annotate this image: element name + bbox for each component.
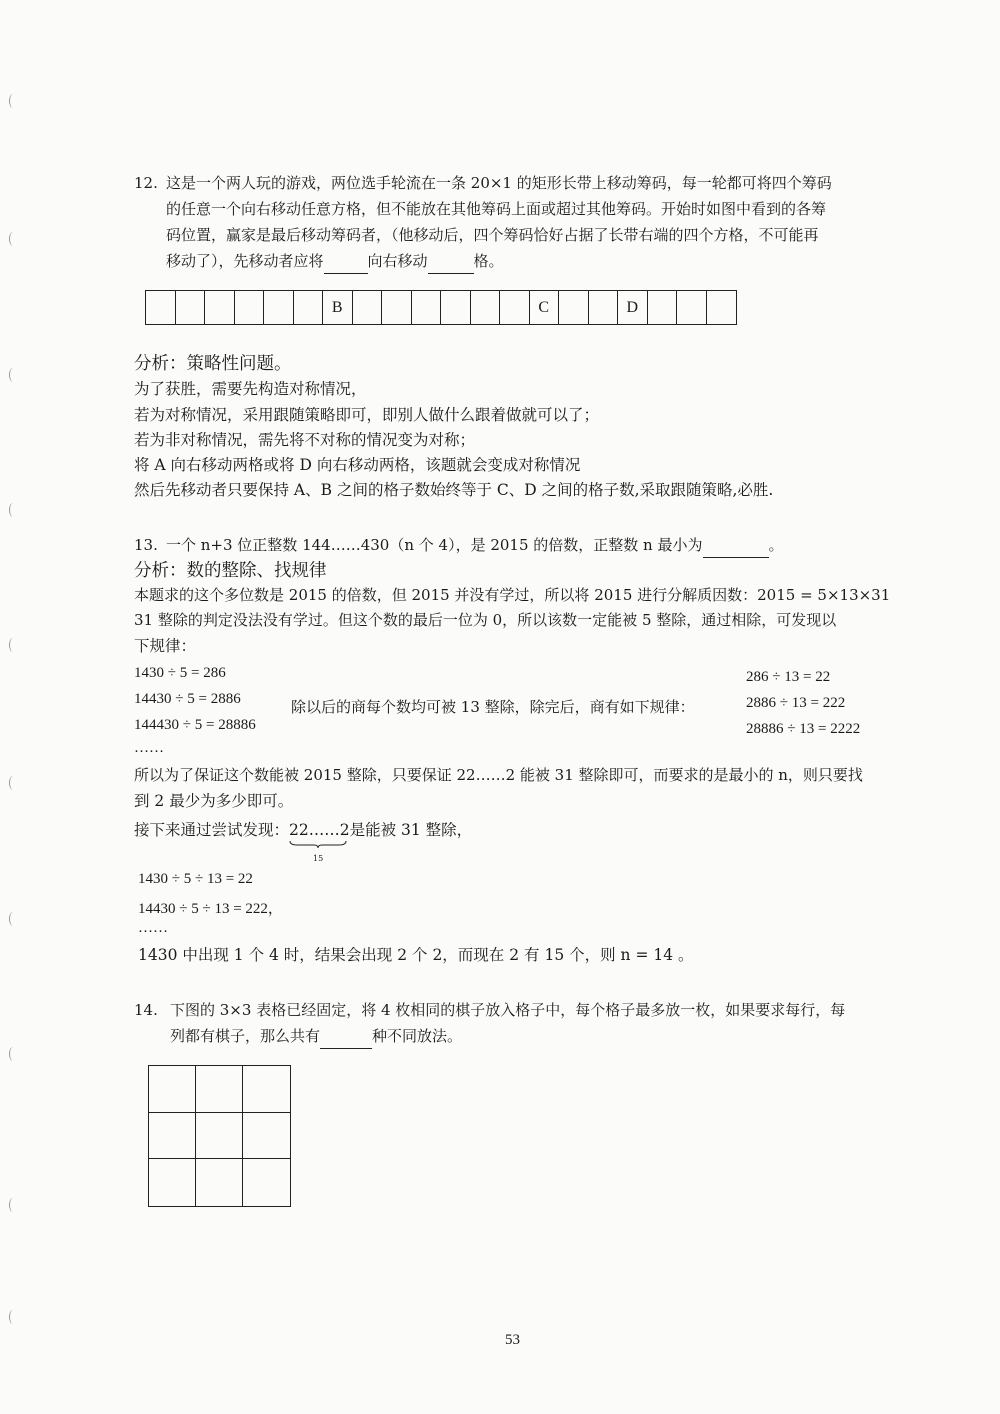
- strip-cell: [500, 291, 530, 324]
- strip-cell: [353, 291, 383, 324]
- strip-cell: [559, 291, 589, 324]
- repeated-twos: 22……2: [289, 821, 350, 839]
- question-14-number: 14.: [134, 1001, 158, 1019]
- analysis-13-line: 所以为了保证这个数能被 2015 整除，只要保证 22……2 能被 31 整除即可，而要求的是最小的 n，则只要找: [134, 766, 863, 784]
- strip-cell: [589, 291, 619, 324]
- analysis-12-line: 将 A 向右移动两格或将 D 向右移动两格，该题就会变成对称情况: [134, 456, 581, 474]
- answer-blank[interactable]: [320, 1030, 372, 1049]
- equation: 1430 ÷ 5 ÷ 13 = 22: [138, 871, 253, 887]
- answer-blank[interactable]: [703, 539, 769, 558]
- analysis-13-conclusion: 1430 中出现 1 个 4 时，结果会出现 2 个 2，而现在 2 有 15 个，则 n = 14 。: [138, 946, 694, 964]
- strip-cell: [205, 291, 235, 324]
- question-14-line: [170, 1023, 462, 1049]
- grid-cell[interactable]: [149, 1159, 196, 1206]
- binder-hole: [9, 638, 17, 652]
- binder-hole: [9, 368, 17, 382]
- question-13-end: 。: [768, 536, 784, 554]
- analysis-12-line: 若为非对称情况，需先将不对称的情况变为对称；: [134, 431, 476, 449]
- answer-blank[interactable]: [324, 255, 368, 274]
- underbrace-count: 15: [313, 854, 324, 863]
- equation: 14430 ÷ 5 ÷ 13 = 222，: [138, 901, 283, 917]
- analysis-12-heading: 分析：策略性问题。: [134, 354, 292, 374]
- question-14-text: 种不同放法。: [372, 1027, 463, 1045]
- grid-cell[interactable]: [196, 1066, 243, 1113]
- analysis-13-heading: 分析：数的整除、找规律: [134, 561, 327, 581]
- analysis-12-line: 然后先移动者只要保持 A、B 之间的格子数始终等于 C、D 之间的格子数,采取跟随策略,必胜.: [134, 481, 774, 499]
- strip-cell: [441, 291, 471, 324]
- grid-cell[interactable]: [196, 1159, 243, 1206]
- analysis-13-line: 到 2 最少为多少即可。: [134, 792, 294, 810]
- strip-cell: [677, 291, 707, 324]
- question-13-text: 一个 n+3 位正整数 144……430（n 个 4），是 2015 的倍数，正整数 n 最小为: [166, 536, 703, 554]
- page-number: 53: [505, 1332, 520, 1348]
- question-12-line: 码位置，赢家是最后移动筹码者，（他移动后，四个筹码恰好占据了长带右端的四个方格，不可能再: [166, 226, 819, 244]
- strip-cell: [294, 291, 324, 324]
- binder-hole: [9, 94, 17, 108]
- analysis-13-line: 31 整除的判定没法没有学过。但这个数的最后一位为 0，所以该数一定能被 5 整除，通过相除，可发现以: [134, 611, 837, 629]
- grid-cell[interactable]: [149, 1066, 196, 1113]
- analysis-12-line: 若为对称情况，采用跟随策略即可，即别人做什么跟着做就可以了；: [134, 406, 600, 424]
- equation: 28886 ÷ 13 = 2222: [746, 721, 861, 737]
- underbrace-number: [289, 818, 350, 863]
- binder-hole: [9, 912, 17, 926]
- equation: 14430 ÷ 5 = 2886: [134, 691, 241, 707]
- grid-cell[interactable]: [243, 1113, 290, 1160]
- game-strip: [145, 290, 737, 325]
- equation: 2886 ÷ 13 = 222: [746, 695, 846, 711]
- strip-cell: [471, 291, 501, 324]
- question-12-text: 格。: [473, 252, 504, 270]
- question-12-line: [166, 248, 504, 274]
- analysis-12-line: 为了获胜，需要先构造对称情况，: [134, 380, 367, 398]
- binder-hole: [9, 776, 17, 790]
- answer-blank[interactable]: [428, 255, 474, 274]
- strip-cell: [176, 291, 206, 324]
- question-12-line: 的任意一个向右移动任意方格，但不能放在其他筹码上面或超过其他筹码。开始时如图中看到的各筹: [166, 200, 827, 218]
- strip-cell-c: C: [530, 291, 560, 324]
- strip-cell-b: B: [323, 291, 353, 324]
- question-14-text: 列都有棋子，那么共有: [170, 1027, 321, 1045]
- question-13-line: [166, 532, 784, 558]
- strip-cell: [146, 291, 176, 324]
- equation: 286 ÷ 13 = 22: [746, 669, 831, 685]
- ellipsis: ……: [138, 920, 168, 936]
- grid-cell[interactable]: [149, 1113, 196, 1160]
- question-14-line: 下图的 3×3 表格已经固定，将 4 枚相同的棋子放入格子中，每个格子最多放一枚，如果要求每行，每: [170, 1001, 846, 1019]
- question-12-text: 向右移动: [367, 252, 428, 270]
- strip-cell: [707, 291, 737, 324]
- ellipsis: ……: [134, 740, 164, 756]
- grid-cell[interactable]: [196, 1113, 243, 1160]
- grid-3x3: [148, 1065, 291, 1207]
- equation: 1430 ÷ 5 = 286: [134, 665, 226, 681]
- question-13-number: 13.: [134, 536, 158, 554]
- question-12-text: 移动了），先移动者应将: [166, 252, 324, 270]
- try-suffix: 是能被 31 整除，: [349, 821, 473, 839]
- binder-hole: [9, 232, 17, 246]
- binder-hole: [9, 1198, 17, 1212]
- analysis-13-middle: 除以后的商每个数均可被 13 整除，除完后，商有如下规律：: [291, 698, 695, 716]
- binder-hole: [9, 503, 17, 517]
- equation: 144430 ÷ 5 = 28886: [134, 717, 256, 733]
- analysis-13-line: 下规律：: [134, 637, 197, 655]
- strip-cell: [264, 291, 294, 324]
- strip-cell-d: D: [618, 291, 648, 324]
- strip-cell: [235, 291, 265, 324]
- strip-cell: [648, 291, 678, 324]
- grid-cell[interactable]: [243, 1159, 290, 1206]
- binder-hole: [9, 1310, 17, 1324]
- analysis-13-line: 本题求的这个多位数是 2015 的倍数，但 2015 并没有学过，所以将 2015 进行分解质因数：2015 = 5×13×31: [134, 586, 891, 604]
- try-prefix: 接下来通过尝试发现：: [134, 821, 290, 839]
- analysis-13-try: [134, 818, 473, 863]
- strip-cell: [412, 291, 442, 324]
- strip-cell: [382, 291, 412, 324]
- binder-hole: [9, 1047, 17, 1061]
- question-12-number: 12.: [134, 174, 158, 192]
- grid-cell[interactable]: [243, 1066, 290, 1113]
- question-12-line: 这是一个两人玩的游戏，两位选手轮流在一条 20×1 的矩形长带上移动筹码，每一轮都可将四个筹码: [166, 174, 832, 192]
